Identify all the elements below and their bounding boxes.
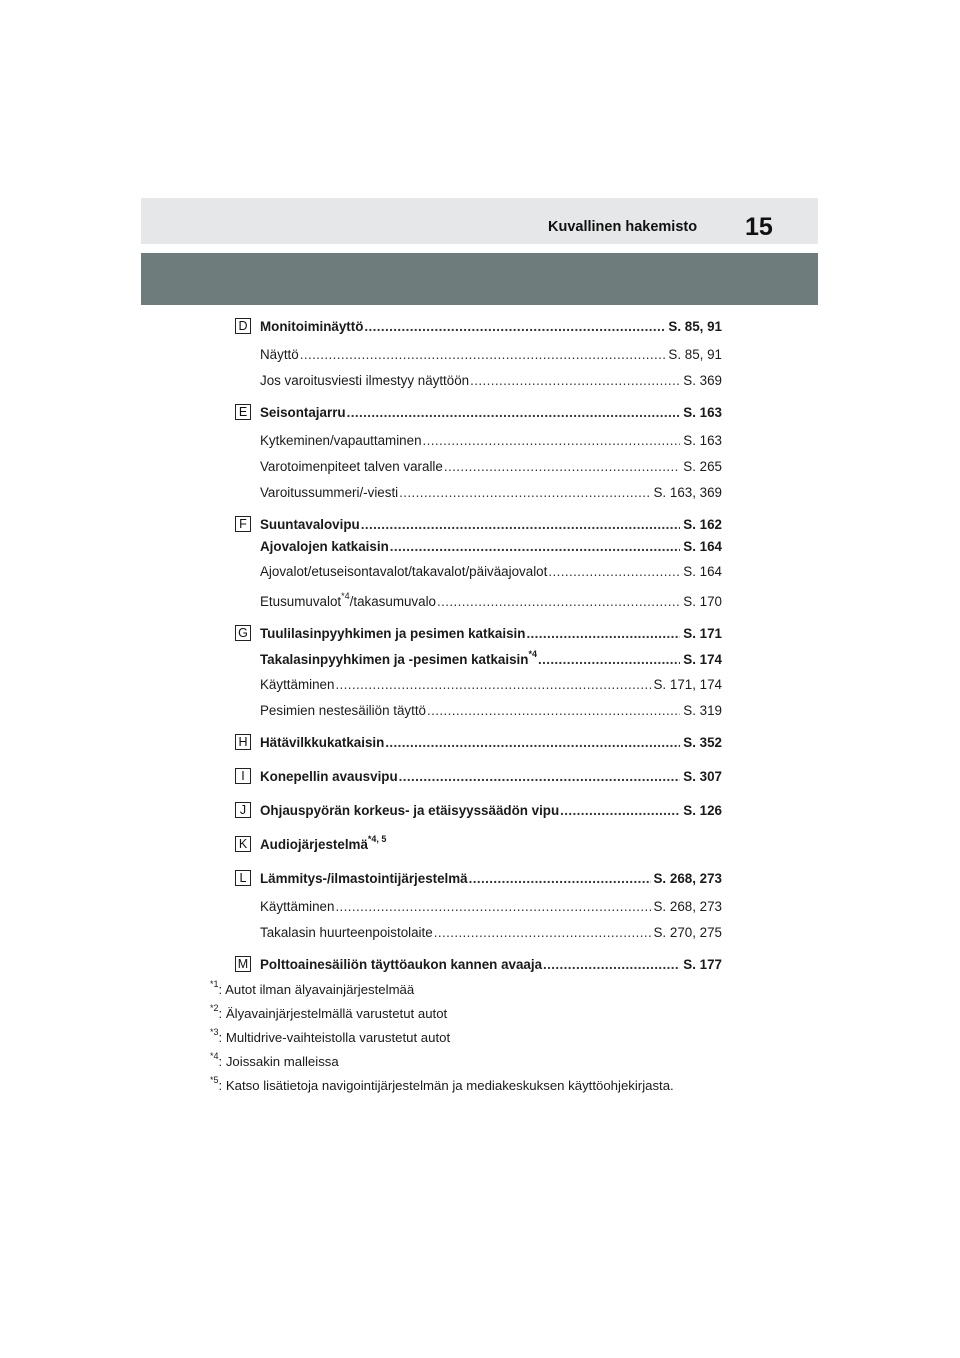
index-entry[interactable] xyxy=(260,767,722,785)
entry-label: Ajovalojen katkaisin xyxy=(260,539,389,554)
index-entry[interactable] xyxy=(260,592,722,610)
dot-leader xyxy=(300,347,666,363)
entry-page: S. 163, 369 xyxy=(653,485,722,500)
footnote-text: : Katso lisätietoja navigointijärjestelmän ja mediakeskuksen käyttöohjekirjasta. xyxy=(218,1078,674,1093)
dot-leader xyxy=(385,735,680,751)
entry-page: S. 268, 273 xyxy=(653,899,722,914)
section-letter-d: D xyxy=(235,318,251,334)
dot-leader xyxy=(526,626,680,642)
section-banner xyxy=(141,253,818,305)
index-entry[interactable] xyxy=(260,923,722,941)
entry-label: Etusumuvalot$^{*4}$/takasumuvalo xyxy=(260,592,436,609)
index-entry[interactable] xyxy=(260,650,722,668)
entry-label: Jos varoitusviesti ilmestyy näyttöön xyxy=(260,373,470,388)
dot-leader xyxy=(444,459,680,475)
section-letter-l: L xyxy=(235,870,251,886)
footnote-text: : Multidrive-vaihteistolla varustetut autot xyxy=(218,1030,451,1045)
dot-leader xyxy=(364,319,665,335)
dot-leader xyxy=(427,703,680,719)
entry-page: S. 126 xyxy=(683,803,722,818)
dot-leader xyxy=(335,899,650,915)
section-letter-g: G xyxy=(235,625,251,641)
entry-page: S. 171, 174 xyxy=(653,677,722,692)
index-entry[interactable] xyxy=(260,515,722,533)
index-entry[interactable] xyxy=(260,457,722,475)
entry-page: S. 171 xyxy=(683,626,722,641)
entry-label: Ajovalot/etuseisontavalot/takavalot/päiväajovalot xyxy=(260,564,548,579)
entry-page: S. 369 xyxy=(683,373,722,388)
index-entry[interactable] xyxy=(260,897,722,915)
entry-page: S. 174 xyxy=(683,652,722,667)
entry-page: S. 352 xyxy=(683,735,722,750)
entry-page: S. 268, 273 xyxy=(653,871,722,886)
entry-page: S. 164 xyxy=(683,564,722,579)
entry-label: Tuulilasinpyyhkimen ja pesimen katkaisin xyxy=(260,626,526,641)
index-entry[interactable] xyxy=(260,483,722,501)
dot-leader xyxy=(399,485,650,501)
dot-leader xyxy=(347,405,681,421)
footnote-mark: *4 xyxy=(210,1050,219,1061)
dot-leader xyxy=(437,594,680,610)
entry-page: S. 85, 91 xyxy=(668,319,722,334)
dot-leader xyxy=(560,803,680,819)
index-entry[interactable] xyxy=(260,431,722,449)
entry-label: Käyttäminen xyxy=(260,899,335,914)
index-entry[interactable] xyxy=(260,371,722,389)
footnote-text: : Autot ilman älyavainjärjestelmää xyxy=(218,982,415,997)
dot-leader xyxy=(470,373,680,389)
dot-leader xyxy=(548,564,680,580)
footnote xyxy=(210,1002,448,1022)
index-entry[interactable] xyxy=(260,701,722,719)
index-entry[interactable] xyxy=(260,733,722,751)
entry-label: Hätävilkkukatkaisin xyxy=(260,735,385,750)
footnote xyxy=(210,1050,339,1070)
entry-label: Varoitussummeri/-viesti xyxy=(260,485,399,500)
dot-leader xyxy=(399,769,681,785)
entry-label: Varotoimenpiteet talven varalle xyxy=(260,459,443,474)
page-number: 15 xyxy=(745,213,773,241)
index-entry[interactable] xyxy=(260,403,722,421)
index-entry[interactable] xyxy=(260,955,722,973)
entry-page: S. 265 xyxy=(683,459,722,474)
entry-label: Pesimien nestesäiliön täyttö xyxy=(260,703,426,718)
entry-page: S. 164 xyxy=(683,539,722,554)
footnote-ref: *4 xyxy=(341,592,350,601)
entry-page: S. 307 xyxy=(683,769,722,784)
dot-leader xyxy=(390,539,681,555)
footnote-mark: *3 xyxy=(210,1026,219,1037)
dot-leader xyxy=(335,677,650,693)
entry-label: Ohjauspyörän korkeus- ja etäisyyssäädön vipu xyxy=(260,803,560,818)
entry-page: S. 170 xyxy=(683,594,722,609)
index-entry[interactable] xyxy=(260,624,722,642)
entry-page: S. 163 xyxy=(683,433,722,448)
index-entry[interactable] xyxy=(260,801,722,819)
index-entry[interactable] xyxy=(260,562,722,580)
entry-label: Audiojärjestelmä$^{*4, 5}$ xyxy=(260,835,387,852)
entry-label: Näyttö xyxy=(260,347,299,362)
header-band xyxy=(141,198,818,244)
section-letter-j: J xyxy=(235,802,251,818)
index-entry[interactable] xyxy=(260,835,722,853)
entry-page: S. 270, 275 xyxy=(653,925,722,940)
entry-label: Seisontajarru xyxy=(260,405,346,420)
entry-page: S. 177 xyxy=(683,957,722,972)
index-entry[interactable] xyxy=(260,317,722,335)
section-letter-e: E xyxy=(235,404,251,420)
page-section-title: Kuvallinen hakemisto xyxy=(548,219,698,235)
entry-label: Polttoainesäiliön täyttöaukon kannen avaaja xyxy=(260,957,543,972)
footnote xyxy=(210,1026,451,1046)
footnote-ref: *4 xyxy=(528,650,537,659)
footnote-mark: *1 xyxy=(210,978,219,989)
index-entry[interactable] xyxy=(260,537,722,555)
entry-label: Suuntavalovipu xyxy=(260,517,360,532)
index-entry[interactable] xyxy=(260,675,722,693)
dot-leader xyxy=(361,517,681,533)
entry-label: Monitoiminäyttö xyxy=(260,319,364,334)
dot-leader xyxy=(423,433,681,449)
entry-label: Lämmitys-/ilmastointijärjestelmä xyxy=(260,871,468,886)
dot-leader xyxy=(538,652,680,668)
section-letter-k: K xyxy=(235,836,251,852)
footnote xyxy=(210,978,415,998)
entry-label: Kytkeminen/vapauttaminen xyxy=(260,433,422,448)
section-letter-h: H xyxy=(235,734,251,750)
footnote-text: : Älyavainjärjestelmällä varustetut autot xyxy=(218,1006,448,1021)
section-letter-m: M xyxy=(235,956,251,972)
entry-page: S. 162 xyxy=(683,517,722,532)
entry-page: S. 85, 91 xyxy=(668,347,722,362)
entry-label: Konepellin avausvipu xyxy=(260,769,398,784)
footnote xyxy=(210,1074,674,1094)
entry-page: S. 163 xyxy=(683,405,722,420)
entry-label: Takalasin huurteenpoistolaite xyxy=(260,925,433,940)
section-letter-i: I xyxy=(235,768,251,784)
dot-leader xyxy=(543,957,680,973)
entry-page: S. 319 xyxy=(683,703,722,718)
footnote-text: : Joissakin malleissa xyxy=(218,1054,339,1069)
footnote-mark: *5 xyxy=(210,1074,219,1085)
section-letter-f: F xyxy=(235,516,251,532)
footnote-mark: *2 xyxy=(210,1002,219,1013)
index-entry[interactable] xyxy=(260,869,722,887)
entry-label: Käyttäminen xyxy=(260,677,335,692)
dot-leader xyxy=(434,925,651,941)
index-entry[interactable] xyxy=(260,345,722,363)
footnote-ref: *4, 5 xyxy=(367,835,387,844)
entry-label: Takalasinpyyhkimen ja -pesimen katkaisin$^{*4}$ xyxy=(260,650,537,667)
dot-leader xyxy=(469,871,651,887)
